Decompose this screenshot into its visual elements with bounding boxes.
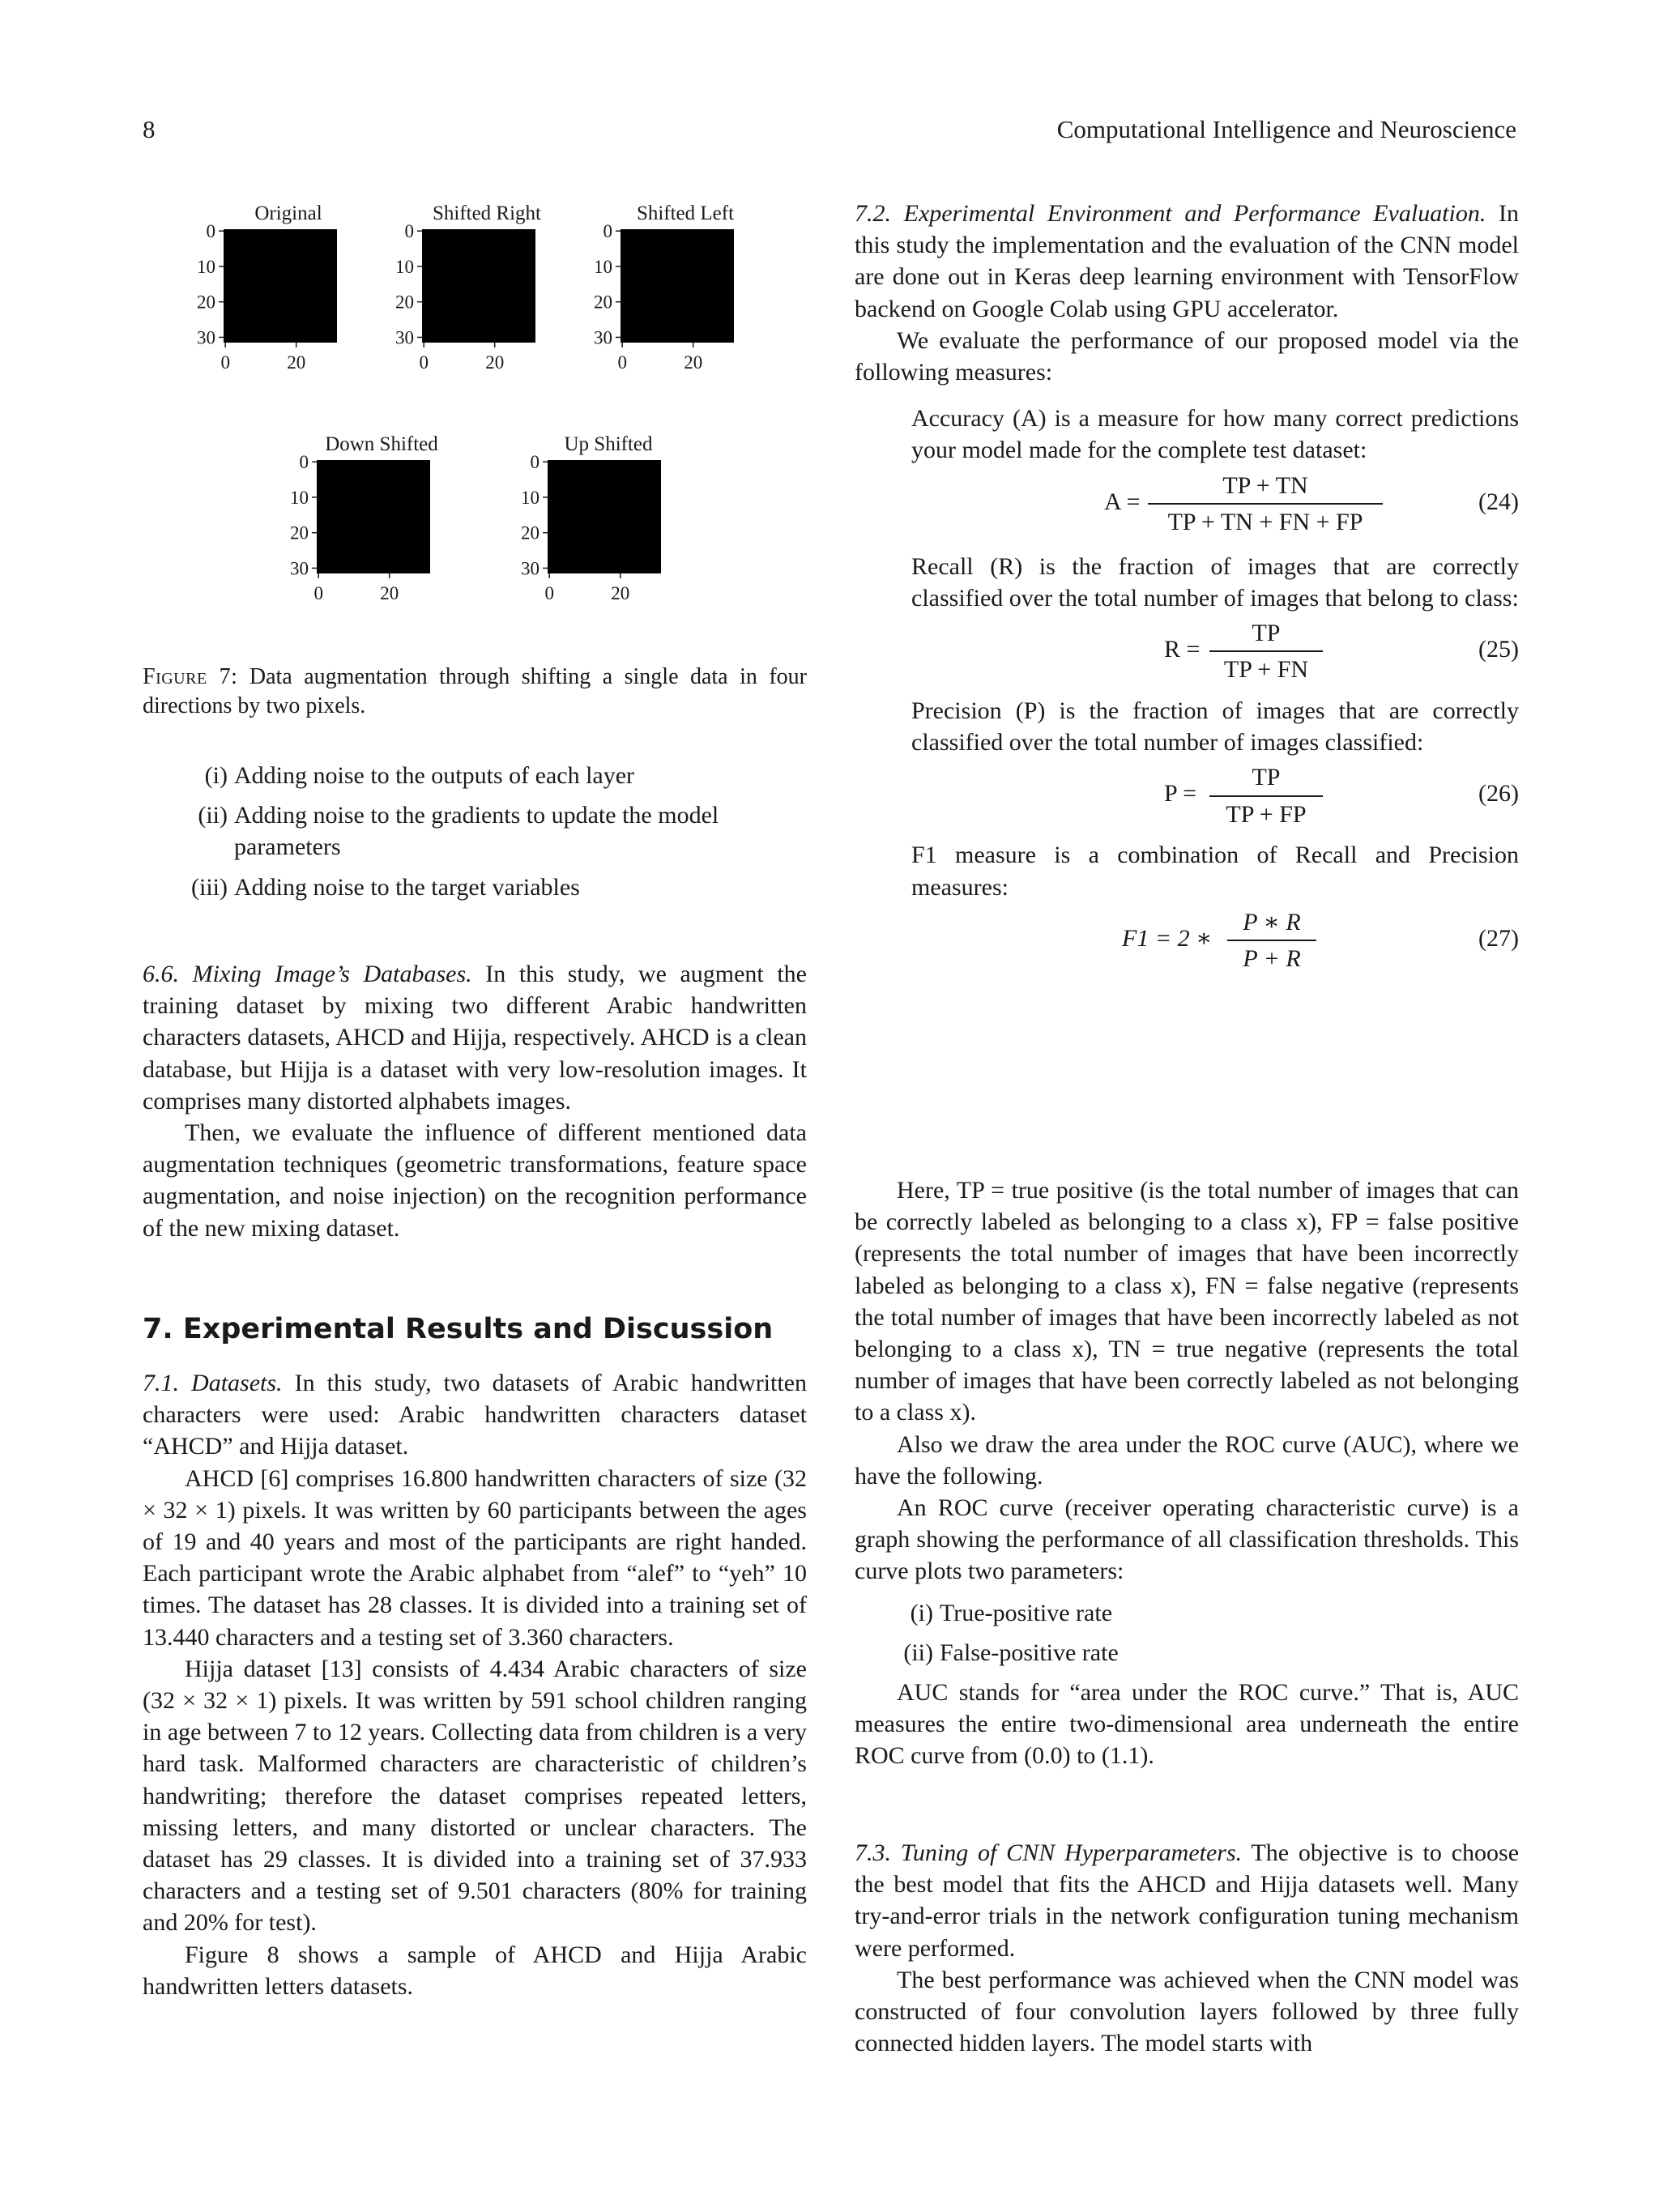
x-tick-label: 0 xyxy=(544,583,554,603)
section-7-2 xyxy=(855,198,1519,978)
paragraph: 7.2. Experimental Environment and Performance Evaluation. In this study the implementation and the evaluation of the CNN model are done out in Keras deep learning environment with TensorFlow backend on Google Colab using GPU accelerator. xyxy=(855,200,1519,322)
y-tick-label: 20 xyxy=(197,292,215,313)
panel-plot xyxy=(236,433,430,652)
y-tick-label: 0 xyxy=(530,452,539,473)
equation-number: (26) xyxy=(1478,780,1519,808)
paragraph: An ROC curve (receiver operating characteristic curve) is a graph showing the performance of all classification thresholds. This curve plots two parameters: xyxy=(855,1494,1519,1585)
panel-plot xyxy=(467,433,661,652)
panel-plot xyxy=(143,202,337,421)
list-item: (iii) Adding noise to the target variables xyxy=(191,873,580,901)
y-tick-label: 30 xyxy=(290,558,309,579)
y-tick-label: 10 xyxy=(594,256,612,277)
paragraph: Also we draw the area under the ROC curve (AUC), where we have the following. xyxy=(855,1430,1519,1490)
left-column xyxy=(143,663,807,721)
equation-lhs: P = xyxy=(1164,780,1196,808)
paragraph: Here, TP = true positive (is the total number of images that can be correctly labeled as belonging to a class x), FP = false positive (represents the total number of images that have been incorrectly labeled as belonging to a class x), FN = false negative (represents the total number of images that have been incorrectly labeled as not belonging to a class x), TN = true negative (represents the total number of images that have been correctly labeled as not belonging to a class x). xyxy=(855,1177,1519,1426)
image-background xyxy=(548,460,661,573)
panel-shifted-right xyxy=(341,202,542,421)
subsection-heading: 7.2. Experimental Environment and Performance Evaluation. xyxy=(855,200,1486,227)
subsection-heading: 7.1. Datasets. xyxy=(143,1370,283,1396)
equation-number: (24) xyxy=(1478,488,1519,515)
panel-shifted-left xyxy=(539,202,734,421)
y-tick-label: 10 xyxy=(521,487,539,508)
equation-fraction: $\frac{P ∗ R}{P + R}$ xyxy=(1227,906,1316,974)
image-background xyxy=(422,229,535,343)
journal-title: Computational Intelligence and Neuroscience xyxy=(1056,115,1516,143)
panel-down-shifted xyxy=(236,433,438,652)
section-7-1 xyxy=(143,1367,807,2002)
list-item: (i) Adding noise to the outputs of each layer xyxy=(204,762,635,789)
panel-title: Down Shifted xyxy=(325,433,438,455)
running-head xyxy=(143,115,1516,152)
equation-24 xyxy=(911,470,1519,538)
panel-plot xyxy=(341,202,535,421)
section-title: 7. Experimental Results and Discussion xyxy=(143,1313,774,1345)
equation-27 xyxy=(911,906,1519,974)
y-tick-label: 30 xyxy=(395,327,414,348)
subsection-heading: 6.6. Mixing Image’s Databases. xyxy=(143,961,472,987)
y-tick-label: 0 xyxy=(603,221,612,242)
paragraph: 7.3. Tuning of CNN Hyperparameters. The objective is to choose the best model that fits the AHCD and Hijja datasets well. Many try-and-error trials in the network configuration tuning mechanism were performed. xyxy=(855,1839,1520,1962)
noise-list xyxy=(143,760,807,903)
equation-25 xyxy=(911,617,1519,685)
y-tick-label: 30 xyxy=(594,327,612,348)
caption-text: Data augmentation through shifting a single data in four directions by two pixels. xyxy=(143,664,807,718)
paragraph: Hijja dataset [13] consists of 4.434 Arabic characters of size (32 × 32 × 1) pixels. It was written by 591 school children ranging in age between 7 to 12 years. Collecting data from children is a very hard task. Malformed characters are characteristic of children’s handwriting; therefore the dataset comprises repeated letters, missing letters, and many distorted or unclear characters. The dataset has 29 classes. It is divided into a training set of 37.933 characters and a testing set of 9.501 characters (80% for training and 20% for test). xyxy=(143,1655,807,1937)
equation-fraction: $\frac{TP}{TP + FP}$ xyxy=(1209,761,1323,829)
section-6-6 xyxy=(143,958,807,1244)
list-item: (ii) Adding noise to the gradients to update the model parameters xyxy=(198,802,719,861)
section-7-2-continued xyxy=(855,1174,1519,1772)
paragraph: The best performance was achieved when the CNN model was constructed of four convolution layers followed by three fully connected hidden layers. The model starts with xyxy=(855,1966,1519,2057)
equation-26 xyxy=(911,761,1519,829)
x-tick-label: 20 xyxy=(380,583,399,603)
paragraph: Figure 8 shows a sample of AHCD and Hijja Arabic handwritten letters datasets. xyxy=(143,1941,807,2000)
panel-title: Up Shifted xyxy=(564,433,653,455)
x-tick-label: 20 xyxy=(485,352,505,373)
image-background xyxy=(317,460,430,573)
equation-number: (25) xyxy=(1478,636,1519,663)
panel-original xyxy=(143,202,337,421)
figure-caption xyxy=(143,663,807,721)
y-tick-label: 10 xyxy=(197,256,215,277)
y-tick-label: 20 xyxy=(594,292,612,313)
paragraph: AHCD [6] comprises 16.800 handwritten characters of size (32 × 32 × 1) pixels. It was written by 60 participants between the ages of 19 and 40 years and most of the participants are right handed. Each participant wrote the Arabic alphabet from “alef” to “yeh” 10 times. The dataset has 28 classes. It is divided into a training set of 13.440 characters and a testing set of 3.360 characters. xyxy=(143,1464,807,1651)
measures-block xyxy=(855,403,1519,974)
x-tick-label: 0 xyxy=(419,352,429,373)
paragraph: Then, we evaluate the influence of different mentioned data augmentation techniques (geometric transformations, feature space augmentation, and noise injection) on the recognition performance of the new mixing dataset. xyxy=(143,1119,807,1242)
list-item: (ii) False-positive rate xyxy=(903,1639,1119,1666)
roc-list xyxy=(855,1597,1519,1669)
y-tick-label: 30 xyxy=(197,327,215,348)
x-tick-label: 20 xyxy=(287,352,306,373)
subsection-heading: 7.3. Tuning of CNN Hyperparameters. xyxy=(855,1839,1243,1866)
x-tick-label: 0 xyxy=(220,352,230,373)
equation-number: (27) xyxy=(1478,924,1519,952)
panel-title: Original xyxy=(254,202,322,224)
paragraph: AUC stands for “area under the ROC curve.” That is, AUC measures the entire two-dimensional area underneath the entire ROC curve from (0.0) to (1.1). xyxy=(855,1679,1519,1770)
panel-up-shifted xyxy=(467,433,661,652)
y-tick-label: 0 xyxy=(206,221,215,242)
noise-list-block xyxy=(143,760,807,911)
image-background xyxy=(224,229,337,343)
equation-lhs: R = xyxy=(1164,636,1201,663)
y-tick-label: 10 xyxy=(290,487,309,508)
equation-lhs: A = xyxy=(1104,488,1141,515)
y-tick-label: 0 xyxy=(404,221,414,242)
section-7 xyxy=(143,1311,807,1347)
panel-title: Shifted Right xyxy=(432,202,542,224)
figure-7 xyxy=(143,202,807,656)
panel-plot xyxy=(539,202,734,421)
y-tick-label: 30 xyxy=(521,558,539,579)
paragraph: 7.1. Datasets. In this study, two datasets of Arabic handwritten characters were used: Arabic handwritten characters dataset “AHCD” and Hijja dataset. xyxy=(143,1370,808,1460)
x-tick-label: 0 xyxy=(313,583,323,603)
image-background xyxy=(621,229,734,343)
paragraph: We evaluate the performance of our proposed model via the following measures: xyxy=(855,326,1519,386)
paragraph: Precision (P) is the fraction of images that are correctly classified over the total number of images classified: xyxy=(911,697,1519,757)
y-tick-label: 20 xyxy=(290,522,309,543)
y-tick-label: 0 xyxy=(299,452,309,473)
y-tick-label: 20 xyxy=(521,522,539,543)
x-tick-label: 20 xyxy=(611,583,630,603)
paragraph: 6.6. Mixing Image’s Databases. In this study, we augment the training dataset by mixing two different Arabic handwritten characters datasets, AHCD and Hijja, respectively. AHCD is a clean database, but Hijja is a dataset with very low-resolution images. It comprises many distorted alphabets images. xyxy=(143,961,807,1115)
equation-lhs: F1 = 2 ∗ xyxy=(1122,924,1213,952)
panel-title: Shifted Left xyxy=(636,202,735,224)
paragraph: F1 measure is a combination of Recall and Precision measures: xyxy=(911,842,1519,901)
y-tick-label: 20 xyxy=(395,292,414,313)
caption-label: Figure 7: xyxy=(143,664,238,689)
x-tick-label: 0 xyxy=(617,352,627,373)
page-number: 8 xyxy=(143,115,156,143)
paragraph: Recall (R) is the fraction of images that are correctly classified over the total number of images that belong to class: xyxy=(911,552,1519,612)
x-tick-label: 20 xyxy=(684,352,703,373)
paragraph: Accuracy (A) is a measure for how many correct predictions your model made for the complete test dataset: xyxy=(911,405,1519,464)
list-item: (i) True-positive rate xyxy=(910,1599,1113,1626)
y-tick-label: 10 xyxy=(395,256,414,277)
equation-fraction: $\frac{TP}{TP + FN}$ xyxy=(1209,617,1323,685)
section-7-3 xyxy=(855,1837,1519,2059)
equation-fraction: $\frac{TP + TN}{TP + TN + FN + FP}$ xyxy=(1148,470,1383,538)
